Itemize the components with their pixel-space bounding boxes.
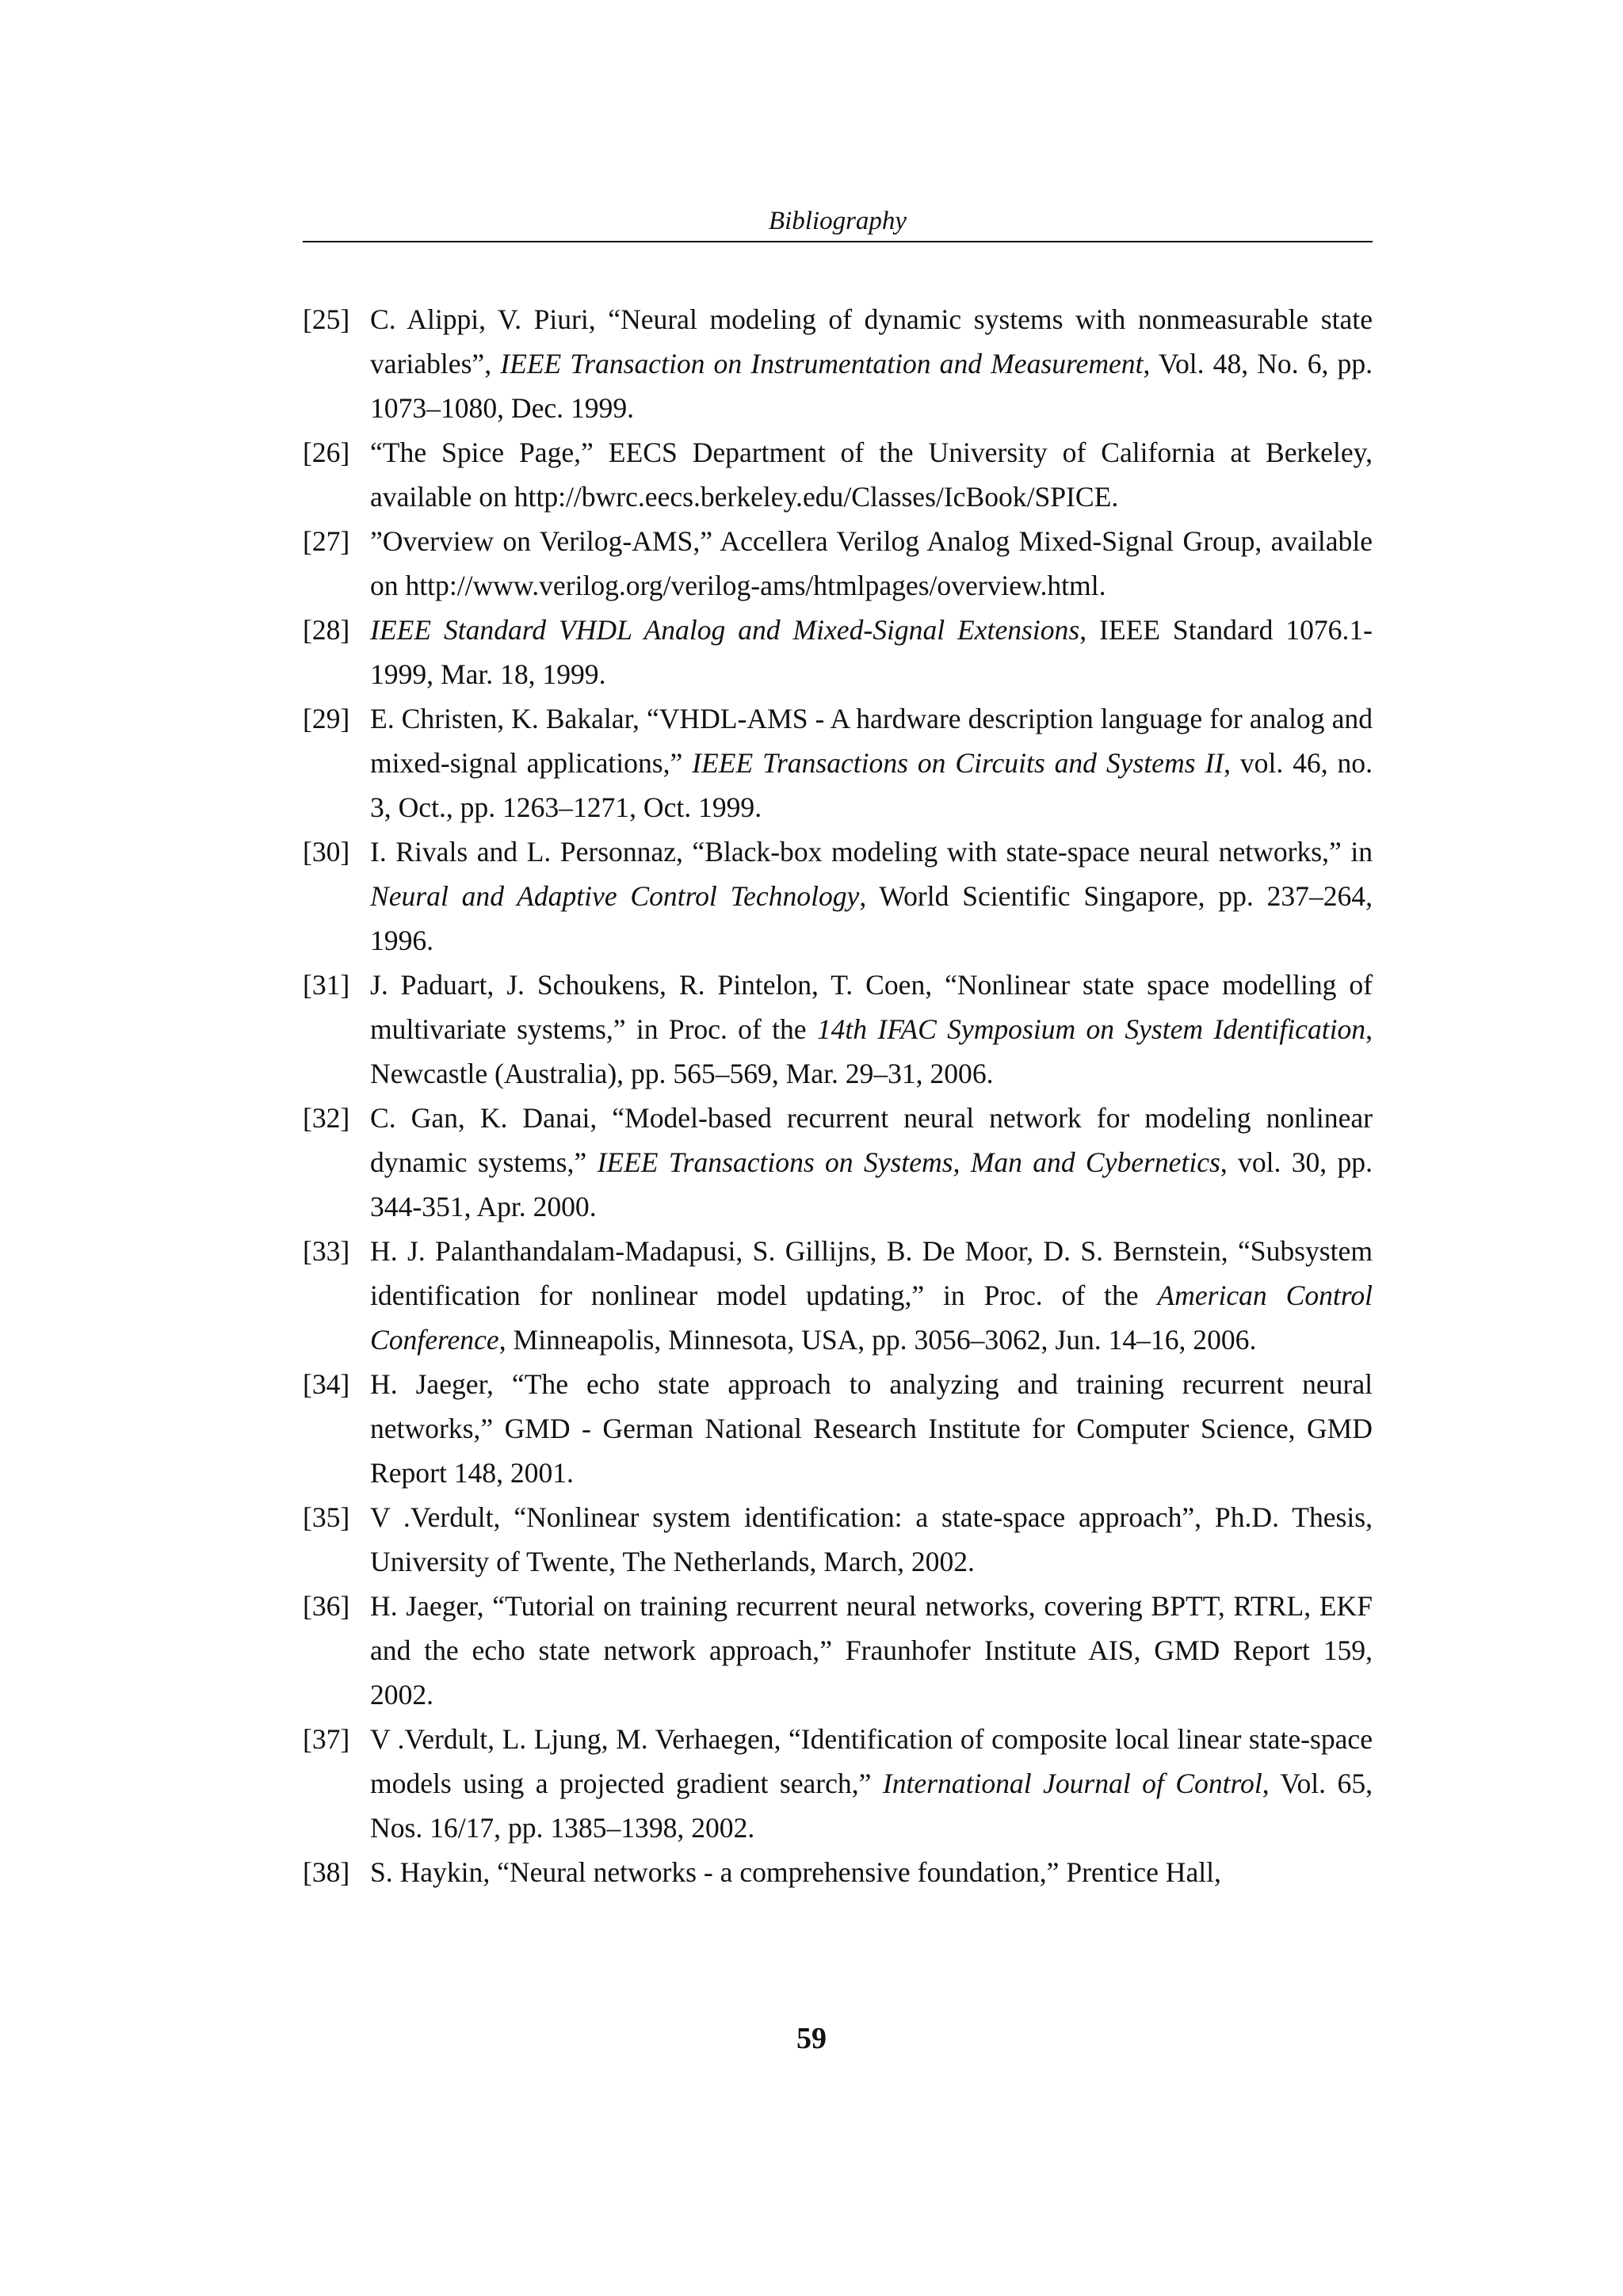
reference-text xyxy=(370,303,1373,424)
reference-entry xyxy=(303,696,1373,830)
reference-text-segment: I. Rivals and L. Personnaz, “Black-box modeling with state-space neural networks,” in xyxy=(370,836,1373,868)
reference-number: [31] xyxy=(303,969,350,1001)
reference-number: [28] xyxy=(303,614,350,646)
reference-text xyxy=(370,1856,1221,1888)
reference-text xyxy=(370,1368,1373,1489)
reference-text-segment: C. Gan, K. Danai, “Model-based recurrent neural network for modeling nonlinear dynamic systems,” xyxy=(370,1102,1373,1178)
reference-entry xyxy=(303,430,1373,519)
reference-text-segment: C. Alippi, V. Piuri, “Neural modeling of dynamic systems with nonmeasurable state variables”, xyxy=(370,303,1373,379)
reference-italic-segment: Neural and Adaptive Control Technology xyxy=(370,880,860,912)
reference-text-segment: S. Haykin, “Neural networks - a comprehensive foundation,” Prentice Hall, xyxy=(370,1856,1221,1888)
reference-number: [34] xyxy=(303,1368,350,1400)
reference-entry xyxy=(303,1717,1373,1850)
reference-text xyxy=(370,437,1373,513)
reference-entry xyxy=(303,519,1373,608)
reference-italic-segment: 14th IFAC Symposium on System Identification xyxy=(816,1013,1366,1045)
reference-text-segment: , IEEE Standard 1076.1-1999, Mar. 18, 1999. xyxy=(370,614,1373,690)
reference-text xyxy=(370,1235,1373,1356)
reference-entry xyxy=(303,1362,1373,1495)
reference-number: [29] xyxy=(303,703,350,734)
reference-entry xyxy=(303,1096,1373,1229)
reference-entry xyxy=(303,297,1373,430)
reference-text-segment: ”Overview on Verilog-AMS,” Accellera Verilog Analog Mixed-Signal Group, available on http://www.verilog.org/verilog-ams/htmlpages/overview.html. xyxy=(370,525,1373,601)
reference-number: [30] xyxy=(303,836,350,868)
reference-entry xyxy=(303,1495,1373,1584)
reference-number: [35] xyxy=(303,1501,350,1533)
reference-text xyxy=(370,614,1373,690)
reference-italic-segment: International Journal of Control xyxy=(882,1768,1262,1799)
reference-text-segment: H. J. Palanthandalam-Madapusi, S. Gillijns, B. De Moor, D. S. Bernstein, “Subsystem identification for nonlinear model updating,” in Proc. of the xyxy=(370,1235,1373,1311)
reference-text xyxy=(370,1102,1373,1222)
reference-entry xyxy=(303,1850,1373,1894)
reference-entry xyxy=(303,830,1373,963)
reference-text-segment: , vol. 46, no. 3, Oct., pp. 1263–1271, Oct. 1999. xyxy=(370,747,1373,823)
reference-text xyxy=(370,1590,1373,1711)
reference-number: [33] xyxy=(303,1235,350,1267)
reference-entry xyxy=(303,1229,1373,1362)
reference-text xyxy=(370,969,1373,1089)
reference-text xyxy=(370,1501,1373,1577)
reference-entry xyxy=(303,608,1373,696)
reference-italic-segment: American Control Conference xyxy=(370,1280,1373,1356)
reference-text-segment: H. Jaeger, “Tutorial on training recurrent neural networks, covering BPTT, RTRL, EKF and the echo state network approach,” Fraunhofer Institute AIS, GMD Report 159, 2002. xyxy=(370,1590,1373,1711)
reference-italic-segment: IEEE Transactions on Circuits and Systems II xyxy=(692,747,1224,779)
reference-text-segment: , Vol. 65, Nos. 16/17, pp. 1385–1398, 2002. xyxy=(370,1768,1373,1844)
reference-entry xyxy=(303,1584,1373,1717)
reference-entry xyxy=(303,963,1373,1096)
reference-italic-segment: IEEE Transactions on Systems, Man and Cybernetics xyxy=(597,1146,1220,1178)
reference-text-segment: H. Jaeger, “The echo state approach to analyzing and training recurrent neural networks,” GMD - German National Research Institute for Computer Science, GMD Report 148, 2001. xyxy=(370,1368,1373,1489)
reference-text xyxy=(370,836,1373,956)
reference-text-segment: , vol. 30, pp. 344-351, Apr. 2000. xyxy=(370,1146,1373,1222)
reference-number: [27] xyxy=(303,525,350,557)
reference-text-segment: , World Scientific Singapore, pp. 237–264, 1996. xyxy=(370,880,1373,956)
reference-text-segment: E. Christen, K. Bakalar, “VHDL-AMS - A hardware description language for analog and mixed-signal applications,” xyxy=(370,703,1373,779)
reference-italic-segment: IEEE Transaction on Instrumentation and Measurement xyxy=(500,348,1144,379)
reference-list xyxy=(303,297,1373,1894)
reference-number: [26] xyxy=(303,437,350,468)
reference-text xyxy=(370,1723,1373,1844)
running-header xyxy=(303,201,1373,242)
reference-number: [36] xyxy=(303,1590,350,1622)
reference-number: [38] xyxy=(303,1856,350,1888)
page-number: 59 xyxy=(796,2022,827,2055)
reference-text-segment: , Vol. 48, No. 6, pp. 1073–1080, Dec. 1999. xyxy=(370,348,1373,424)
reference-text-segment: J. Paduart, J. Schoukens, R. Pintelon, T. Coen, “Nonlinear state space modelling of multivariate systems,” in Proc. of the xyxy=(370,969,1373,1045)
reference-text-segment: V .Verdult, L. Ljung, M. Verhaegen, “Identification of composite local linear state-space models using a projected gradient search,” xyxy=(370,1723,1373,1799)
reference-number: [25] xyxy=(303,303,350,335)
reference-text xyxy=(370,703,1373,823)
reference-text-segment: , Minneapolis, Minnesota, USA, pp. 3056–3062, Jun. 14–16, 2006. xyxy=(498,1324,1257,1356)
reference-number: [32] xyxy=(303,1102,350,1134)
reference-text-segment: V .Verdult, “Nonlinear system identification: a state-space approach”, Ph.D. Thesis, University of Twente, The Netherlands, March, 2002. xyxy=(370,1501,1373,1577)
reference-italic-segment: IEEE Standard VHDL Analog and Mixed-Signal Extensions xyxy=(370,614,1080,646)
reference-number: [37] xyxy=(303,1723,350,1755)
reference-text-segment: “The Spice Page,” EECS Department of the University of California at Berkeley, available on http://bwrc.eecs.berkeley.edu/Classes/IcBook/SPICE. xyxy=(370,437,1373,513)
running-header-title: Bibliography xyxy=(768,207,907,235)
reference-text xyxy=(370,525,1373,601)
reference-text-segment: , Newcastle (Australia), pp. 565–569, Mar. 29–31, 2006. xyxy=(370,1013,1373,1089)
